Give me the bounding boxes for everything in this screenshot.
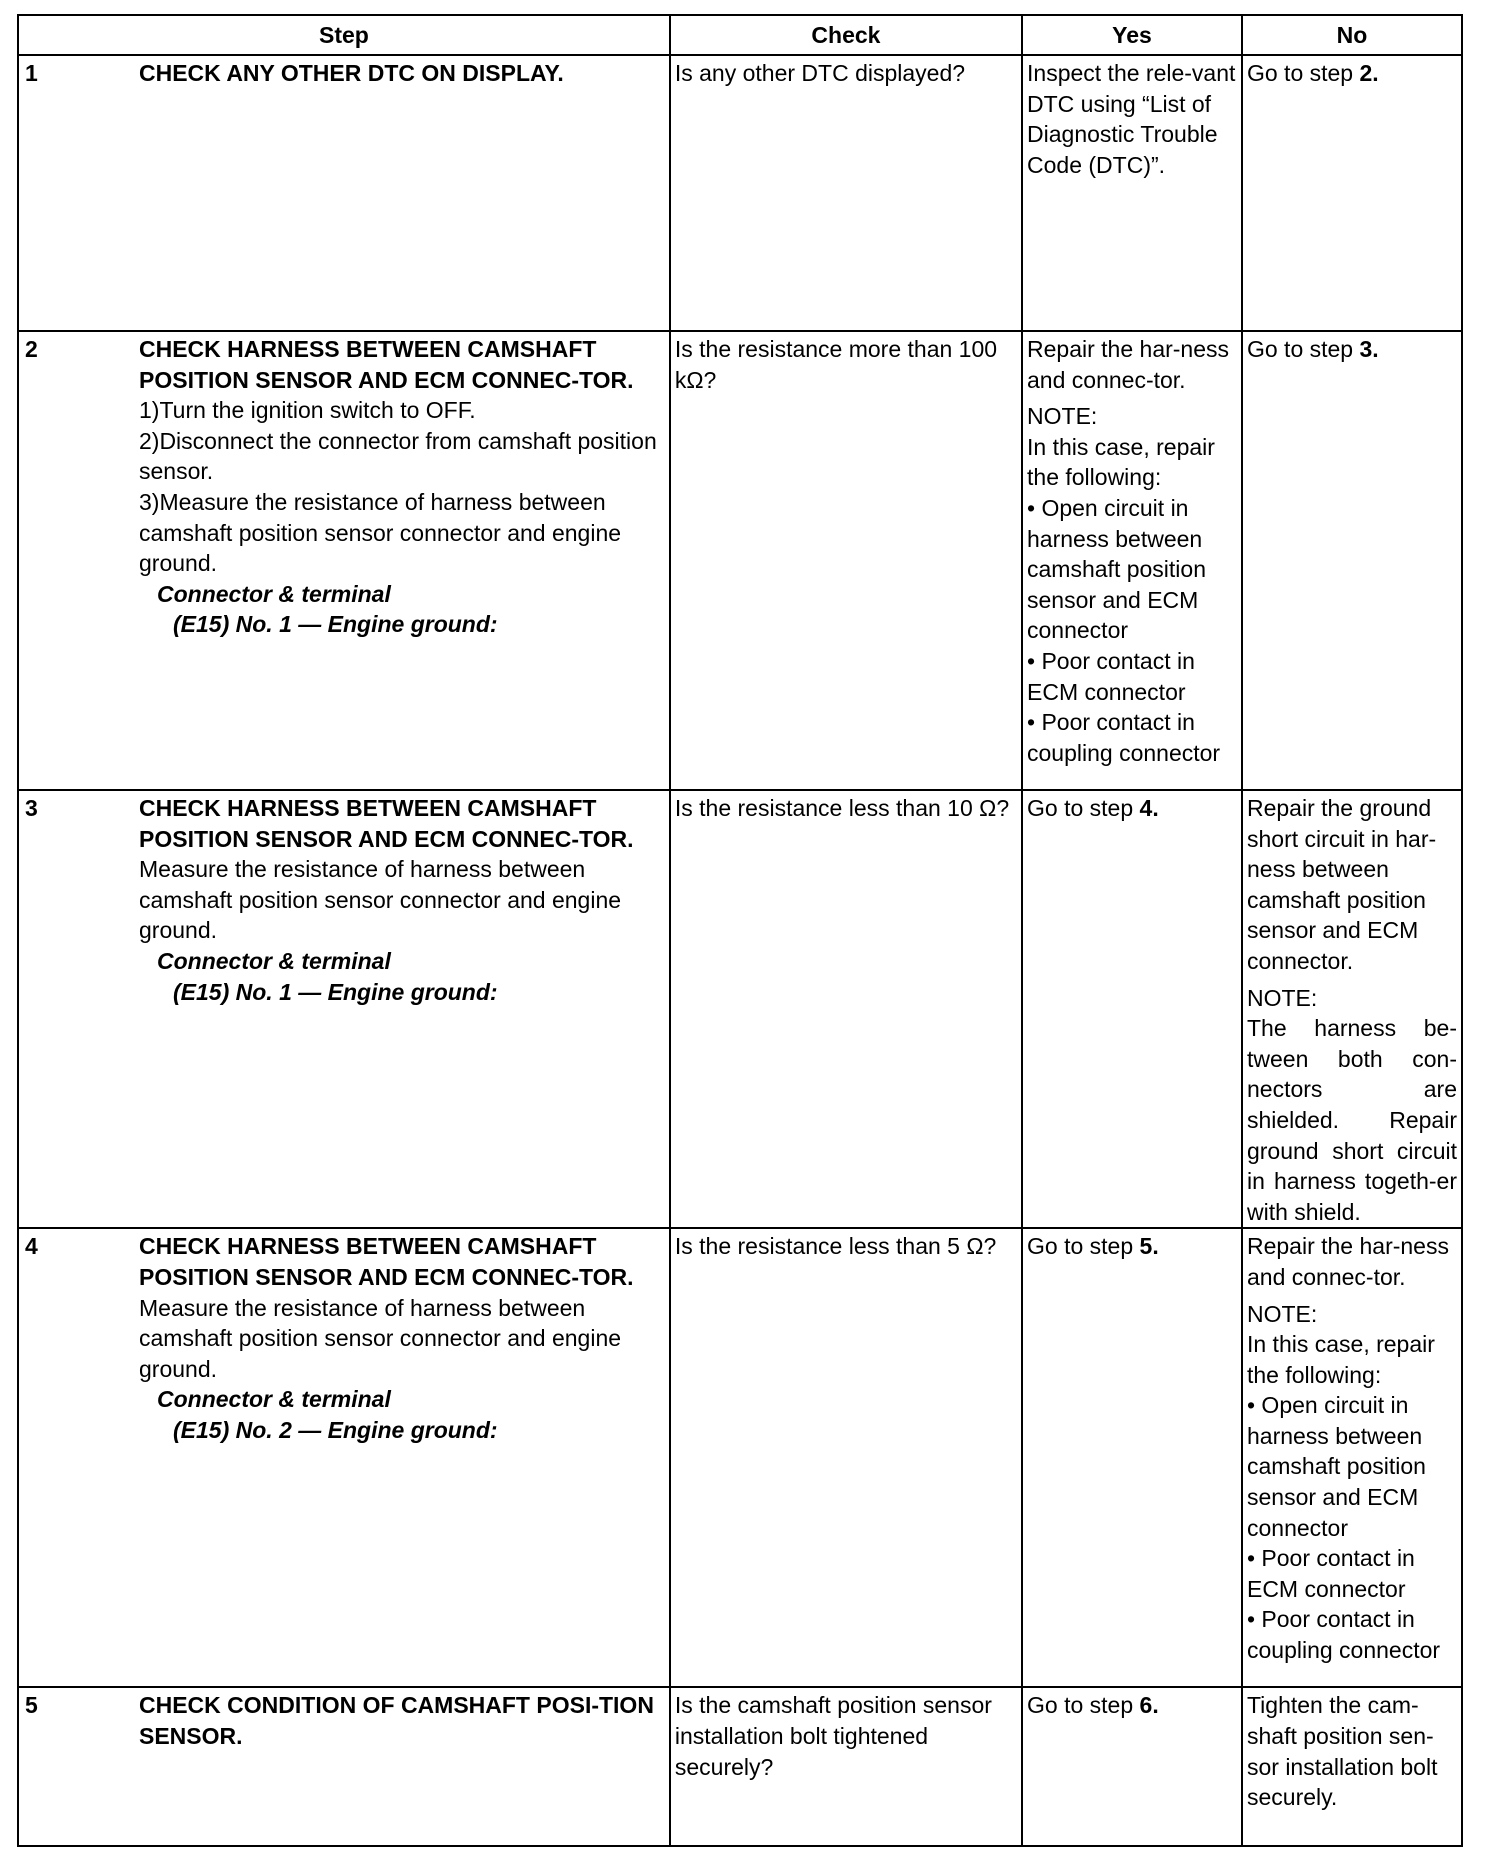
note-label: NOTE: bbox=[1027, 403, 1098, 430]
note-bullet: • Open circuit in harness between camshaft position sensor and ECM connector bbox=[1027, 494, 1206, 644]
check-cell: Is any other DTC displayed? bbox=[670, 55, 1022, 331]
table-row bbox=[18, 55, 1462, 331]
no-step-ref: 3. bbox=[1359, 336, 1379, 362]
header-yes: Yes bbox=[1022, 15, 1242, 55]
table-row bbox=[18, 1228, 1462, 1687]
step-cell bbox=[18, 1687, 670, 1846]
no-cell: Tighten the cam-shaft position sen-sor installation bolt securely. bbox=[1242, 1687, 1462, 1846]
note-bullet: • Poor contact in coupling connector bbox=[1246, 1606, 1441, 1664]
step-title: CHECK HARNESS BETWEEN CAMSHAFT POSITION SENSOR AND ECM CONNEC-TOR. bbox=[139, 1233, 634, 1290]
step-cell bbox=[18, 55, 670, 331]
step-number: 2 bbox=[25, 336, 38, 362]
no-cell bbox=[1242, 331, 1462, 790]
diagnostic-table bbox=[17, 14, 1463, 1847]
table-row bbox=[18, 331, 1462, 790]
step-instruction: 2)Disconnect the connector from camshaft position sensor. bbox=[139, 427, 657, 485]
step-title: CHECK HARNESS BETWEEN CAMSHAFT POSITION SENSOR AND ECM CONNEC-TOR. bbox=[139, 336, 634, 393]
step-instruction: 1)Turn the ignition switch to OFF. bbox=[139, 397, 476, 424]
yes-cell: Inspect the rele-vant DTC using “List of Diagnostic Trouble Code (DTC)”. bbox=[1022, 55, 1242, 331]
check-cell: Is the resistance more than 100 kΩ? bbox=[670, 331, 1022, 790]
step-instruction: 3)Measure the resistance of harness between camshaft position sensor connector and engine ground. bbox=[139, 488, 622, 577]
no-cell bbox=[1242, 790, 1462, 1228]
note-label: NOTE: bbox=[1246, 984, 1318, 1011]
note-label: NOTE: bbox=[1246, 1300, 1318, 1327]
step-number: 4 bbox=[25, 1233, 38, 1260]
note-bullet: • Poor contact in ECM connector bbox=[1246, 1545, 1415, 1602]
no-text: Repair the har-ness and connec-tor. bbox=[1246, 1233, 1449, 1290]
yes-cell bbox=[1022, 1687, 1242, 1846]
no-step-ref: 2. bbox=[1359, 60, 1379, 86]
step-number: 1 bbox=[25, 60, 38, 86]
yes-text: Repair the har-ness and connec-tor. bbox=[1027, 336, 1230, 393]
connector-label: Connector & terminal bbox=[157, 1386, 391, 1413]
note-bullet: • Open circuit in harness between camshaft position sensor and ECM connector bbox=[1246, 1392, 1426, 1541]
check-cell: Is the camshaft position sensor installation bolt tightened securely? bbox=[670, 1687, 1022, 1846]
header-check: Check bbox=[670, 15, 1022, 55]
terminal-label: (E15) No. 1 — Engine ground: bbox=[173, 978, 498, 1005]
step-number: 5 bbox=[25, 1692, 38, 1719]
note-bullet: • Poor contact in ECM connector bbox=[1027, 647, 1195, 705]
yes-text: Go to step bbox=[1027, 1233, 1140, 1260]
header-row bbox=[18, 15, 1462, 55]
yes-cell bbox=[1022, 790, 1242, 1228]
step-cell bbox=[18, 1228, 670, 1687]
yes-step-ref: 6. bbox=[1139, 1692, 1159, 1719]
yes-text: Go to step bbox=[1027, 795, 1140, 821]
note-text: In this case, repair the following: bbox=[1027, 433, 1215, 491]
no-text: Go to step bbox=[1246, 60, 1360, 86]
step-cell bbox=[18, 331, 670, 790]
no-cell bbox=[1242, 1228, 1462, 1687]
step-title: CHECK CONDITION OF CAMSHAFT POSI-TION SENSOR. bbox=[139, 1692, 654, 1749]
step-instruction: Measure the resistance of harness between camshaft position sensor connector and engine ground. bbox=[139, 1294, 622, 1382]
header-no: No bbox=[1242, 15, 1462, 55]
yes-cell bbox=[1022, 331, 1242, 790]
yes-cell bbox=[1022, 1228, 1242, 1687]
no-text: Repair the ground short circuit in har-ness between camshaft position sensor and ECM connector. bbox=[1246, 795, 1437, 974]
note-text: In this case, repair the following: bbox=[1246, 1331, 1435, 1388]
yes-step-ref: 5. bbox=[1139, 1233, 1159, 1260]
header-step: Step bbox=[18, 15, 670, 55]
step-title: CHECK ANY OTHER DTC ON DISPLAY. bbox=[139, 60, 564, 86]
terminal-label: (E15) No. 2 — Engine ground: bbox=[173, 1416, 498, 1443]
check-cell: Is the resistance less than 10 Ω? bbox=[670, 790, 1022, 1228]
note-text: The harness be-tween both con-nectors are shielded. Repair ground short circuit in harness togeth-er with shield. bbox=[1246, 1015, 1457, 1225]
table-row bbox=[18, 790, 1462, 1228]
table-row bbox=[18, 1687, 1462, 1846]
check-cell: Is the resistance less than 5 Ω? bbox=[670, 1228, 1022, 1687]
no-cell bbox=[1242, 55, 1462, 331]
terminal-label: (E15) No. 1 — Engine ground: bbox=[173, 611, 498, 638]
yes-text: Go to step bbox=[1027, 1692, 1140, 1719]
connector-label: Connector & terminal bbox=[157, 947, 391, 974]
step-title: CHECK HARNESS BETWEEN CAMSHAFT POSITION SENSOR AND ECM CONNEC-TOR. bbox=[139, 795, 634, 852]
no-text: Go to step bbox=[1246, 336, 1360, 362]
step-instruction: Measure the resistance of harness between camshaft position sensor connector and engine ground. bbox=[139, 856, 622, 944]
yes-step-ref: 4. bbox=[1139, 795, 1159, 821]
step-cell bbox=[18, 790, 670, 1228]
note-bullet: • Poor contact in coupling connector bbox=[1027, 709, 1221, 766]
step-number: 3 bbox=[25, 795, 38, 821]
connector-label: Connector & terminal bbox=[157, 580, 391, 607]
